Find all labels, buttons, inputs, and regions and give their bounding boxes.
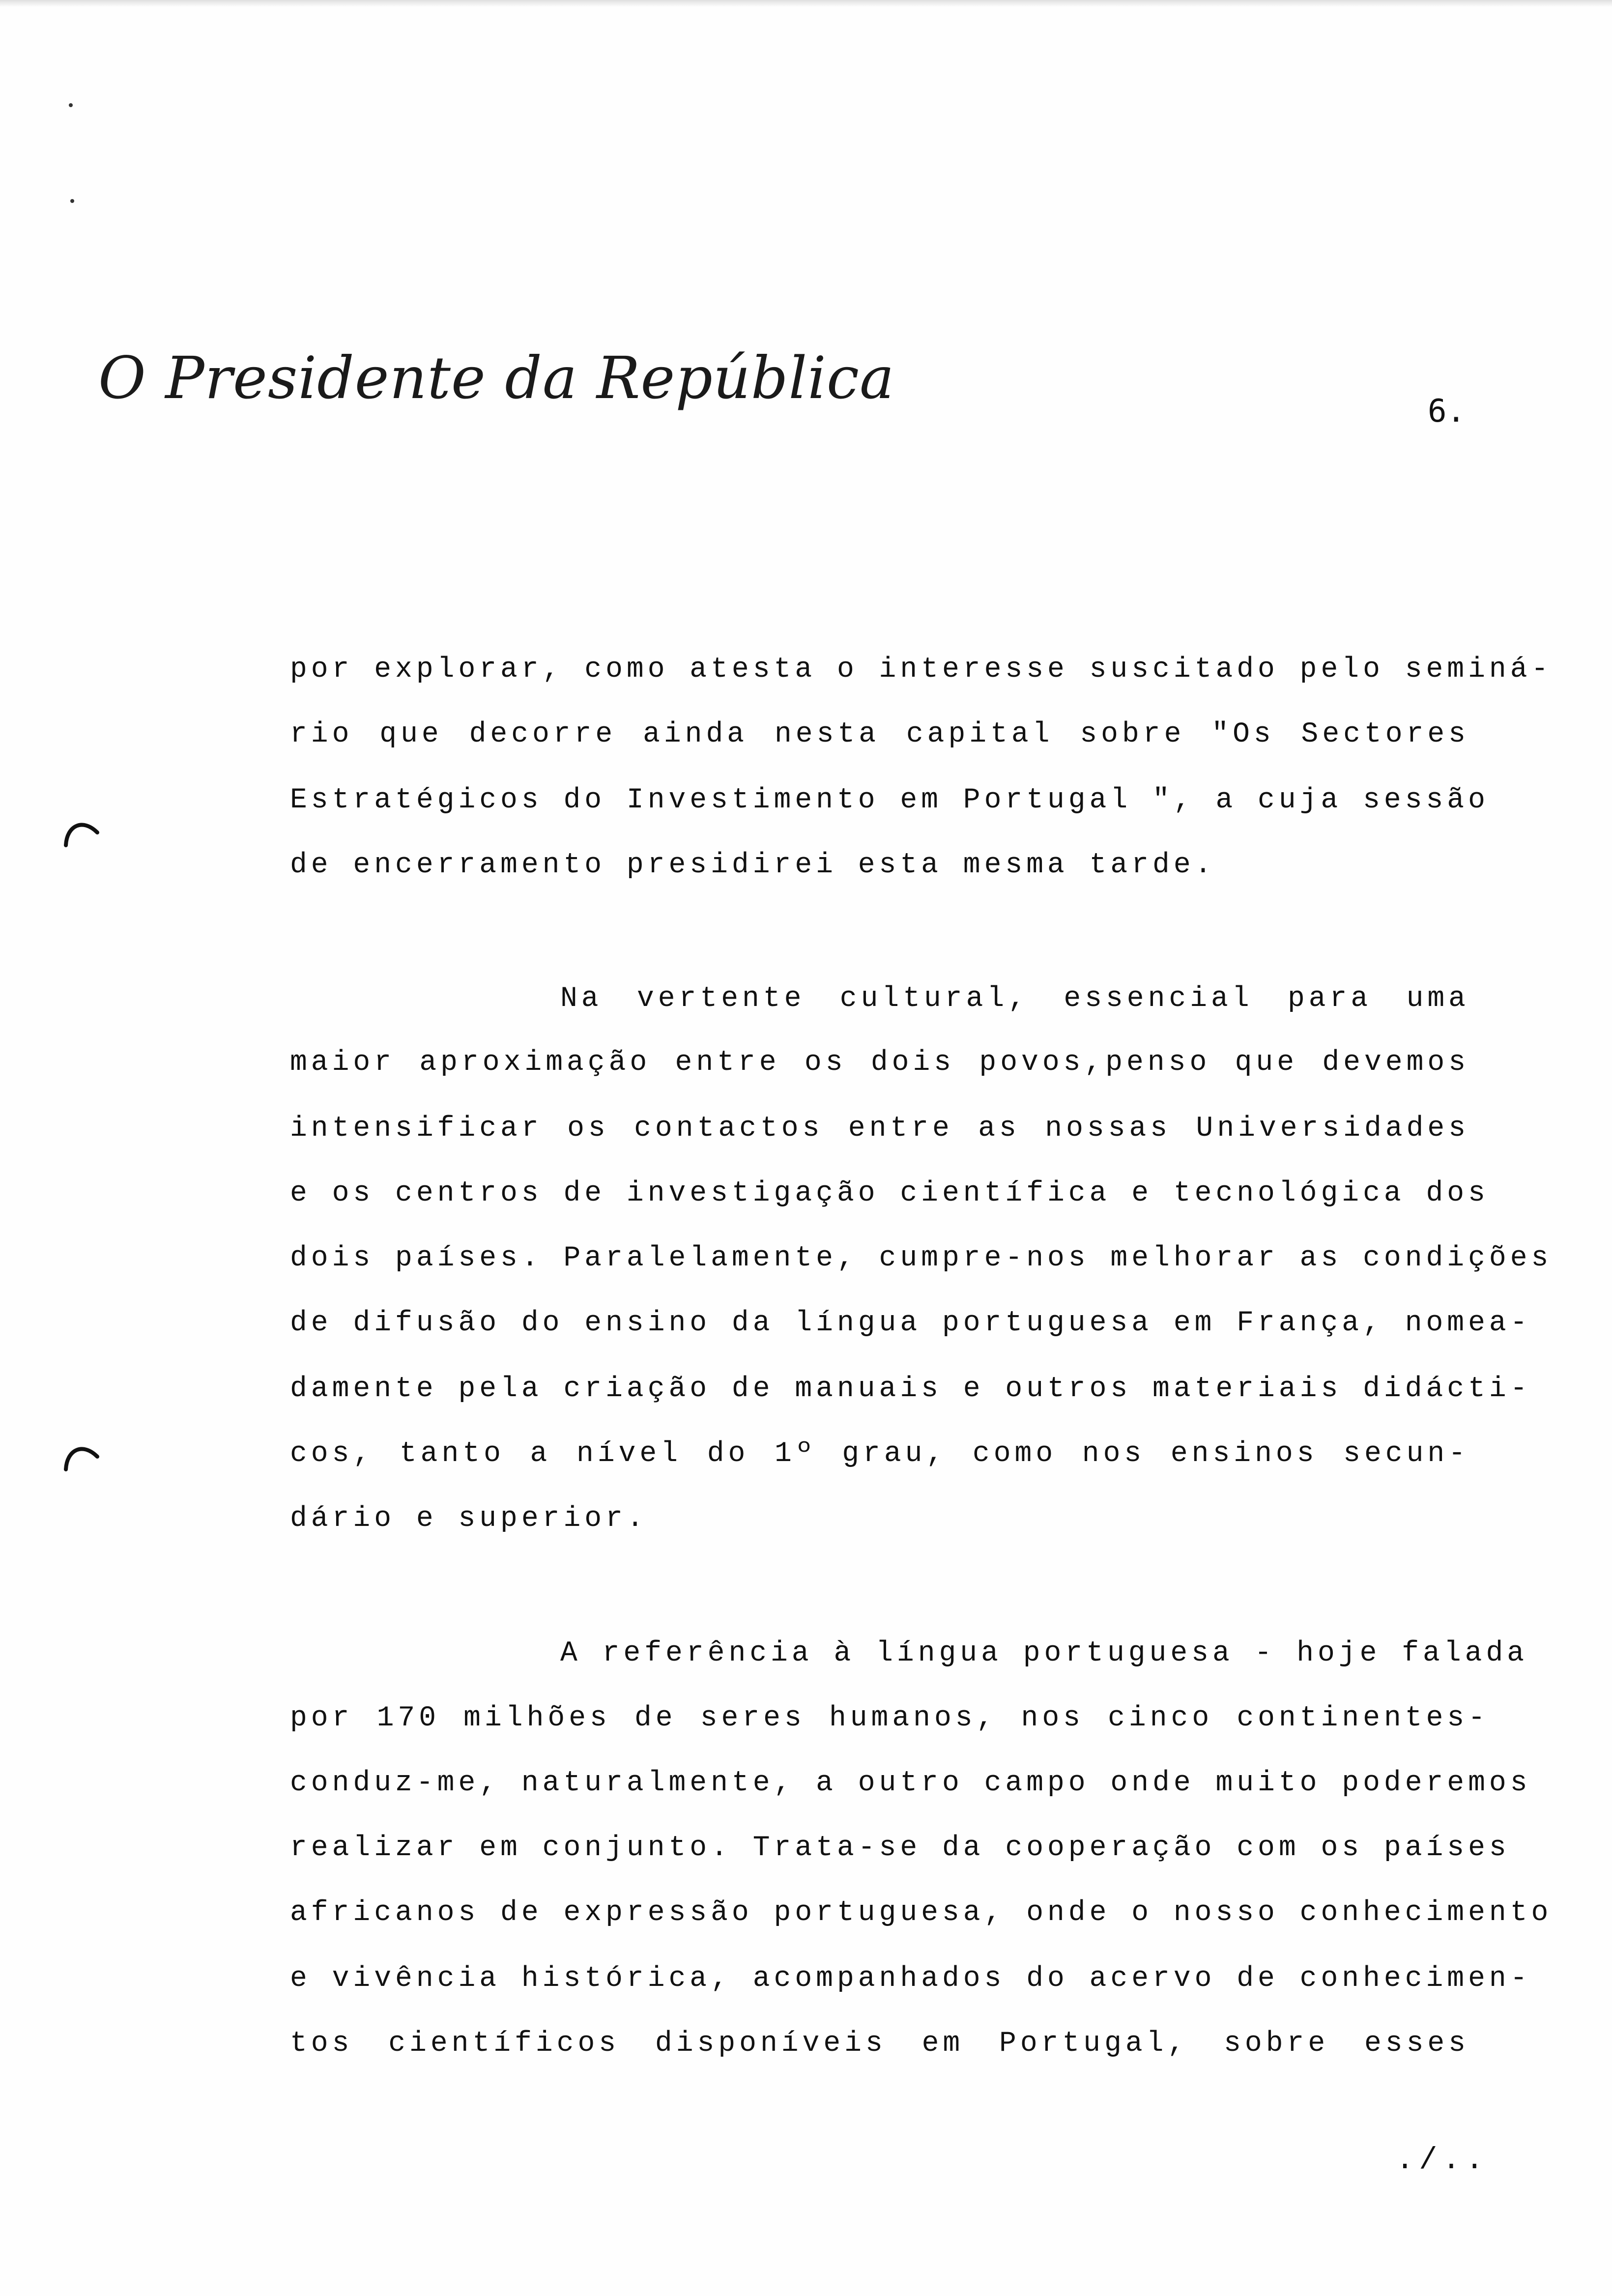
text-line: e os centros de investigação científica e tecnológica dos bbox=[290, 1177, 1489, 1209]
text-line: realizar em conjunto. Trata-se da cooperação com os países bbox=[290, 1832, 1510, 1864]
text-line: dário e superior. bbox=[290, 1503, 648, 1535]
text-line: damente pela criação de manuais e outros materiais didácti- bbox=[290, 1373, 1531, 1405]
text-line: cos, tanto a nível do 1º grau, como nos ensinos secun- bbox=[290, 1438, 1469, 1470]
text-line: maior aproximação entre os dois povos,penso que devemos bbox=[290, 1047, 1469, 1079]
text-line: dois países. Paralelamente, cumpre-nos melhorar as condições bbox=[290, 1242, 1553, 1274]
text-line: conduz-me, naturalmente, a outro campo onde muito poderemos bbox=[290, 1767, 1531, 1799]
punch-hole-icon bbox=[63, 1440, 100, 1477]
text-line: por 170 milhões de seres humanos, nos cinco continentes- bbox=[290, 1702, 1489, 1734]
text-line: Estratégicos do Investimento em Portugal ", a cuja sessão bbox=[290, 784, 1489, 816]
text-line: intensificar os contactos entre as nossas Universidades bbox=[290, 1113, 1469, 1145]
text-line: por explorar, como atesta o interesse suscitado pelo seminá- bbox=[290, 654, 1553, 686]
text-line: africanos de expressão portuguesa, onde o nosso conhecimento bbox=[290, 1897, 1553, 1929]
letterhead: O Presidente da República bbox=[98, 344, 895, 412]
text-line: de difusão do ensino da língua portuguesa em França, nomea- bbox=[290, 1307, 1531, 1339]
scan-speck bbox=[69, 103, 73, 107]
punch-hole-icon bbox=[63, 816, 100, 853]
text-line: Na vertente cultural, essencial para uma bbox=[560, 983, 1469, 1015]
text-line: tos científicos disponíveis em Portugal, sobre esses bbox=[290, 2028, 1469, 2060]
continuation-mark: ./.. bbox=[1396, 2143, 1489, 2178]
page-number: 6. bbox=[1428, 393, 1466, 430]
text-line: e vivência histórica, acompanhados do acervo de conhecimen- bbox=[290, 1963, 1531, 1995]
text-line: rio que decorre ainda nesta capital sobre "Os Sectores bbox=[290, 718, 1469, 750]
scan-top-edge bbox=[0, 0, 1612, 7]
text-line: A referência à língua portuguesa - hoje falada bbox=[560, 1637, 1528, 1669]
scan-speck bbox=[70, 199, 74, 203]
text-line: de encerramento presidirei esta mesma tarde. bbox=[290, 849, 1216, 881]
